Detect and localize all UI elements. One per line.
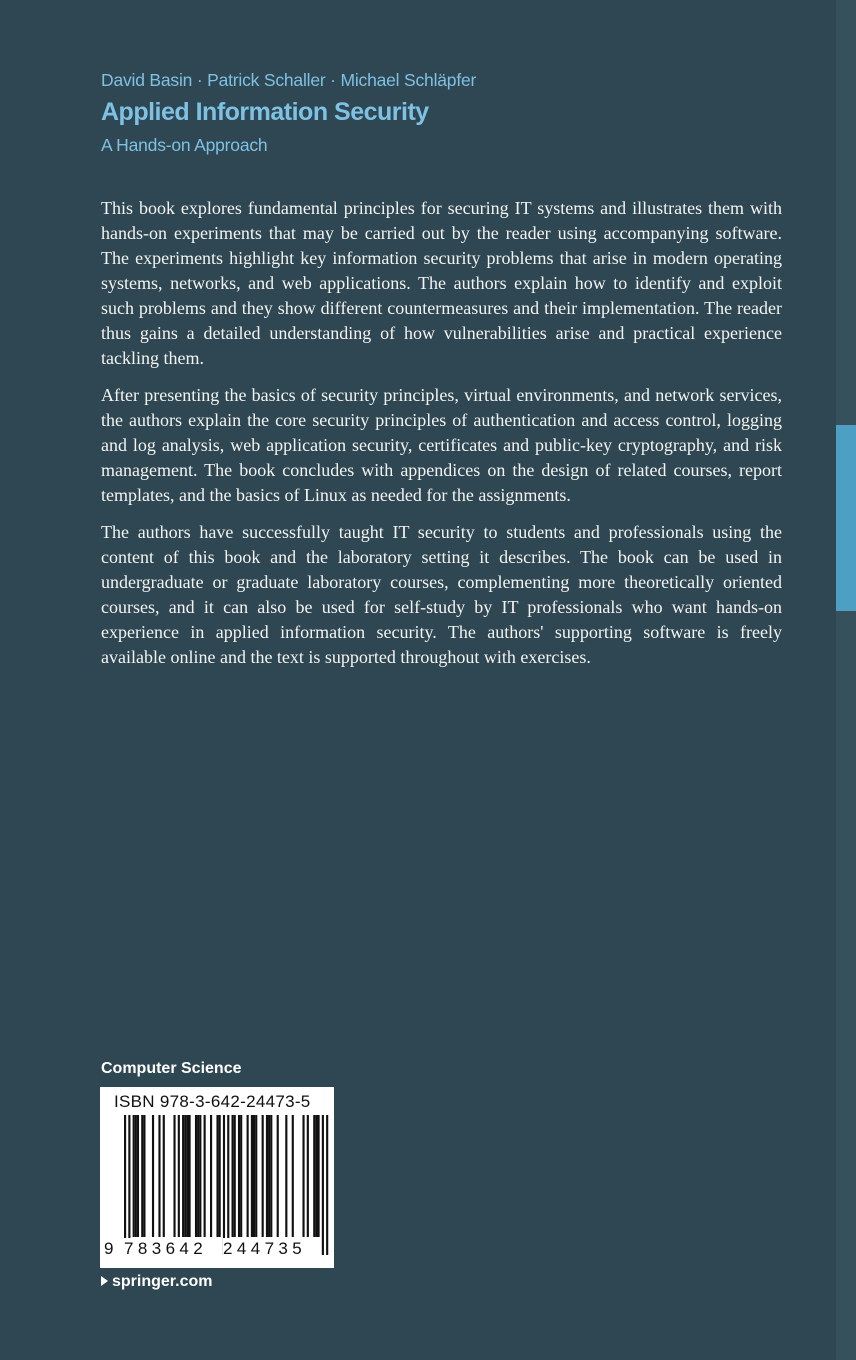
barcode-guard-bar xyxy=(322,1115,324,1255)
barcode-bar xyxy=(135,1115,137,1237)
barcode-digit-lead: 9 xyxy=(104,1239,114,1258)
barcode-bar xyxy=(234,1115,236,1237)
barcode-bar xyxy=(163,1115,165,1237)
barcode-bar xyxy=(178,1115,180,1237)
barcode-bar xyxy=(186,1115,188,1237)
barcode-bar xyxy=(307,1115,309,1237)
barcode-bar xyxy=(189,1115,191,1237)
barcode-bar xyxy=(210,1115,212,1237)
description-paragraph: This book explores fundamental principles for securing IT systems and illustrates them with hands-on experiments that may be carried out by the reader using accompanying software. The experiments highlight key information security problems that arise in modern operating systems, networks, and web applications. The authors explain how to identify and exploit such problems and they show different countermeasures and their implementation. The reader thus gains a detailed understanding of how vulnerabilities arise and practical experience tackling them. xyxy=(101,198,782,368)
description-paragraph: The authors have successfully taught IT security to students and professionals using the content of this book and the laboratory setting it describes. The book can be used in undergraduate or graduate laboratory courses, complementing more theoretically oriented courses, and it can also be used for self-study by IT professionals who want hands-on experience in applied information security. The authors' supporting software is freely available online and the text is supported throughout with exercises. xyxy=(101,522,782,667)
isbn-number: ISBN 978-3-642-24473-5 xyxy=(114,1092,311,1111)
barcode-bar xyxy=(195,1115,197,1237)
authors-line: David Basin · Patrick Schaller · Michael Schläpfer xyxy=(101,70,477,90)
barcode-bar xyxy=(173,1115,175,1237)
barcode-bar xyxy=(216,1115,218,1237)
barcode-guard-bar xyxy=(128,1115,130,1255)
barcode-bar xyxy=(285,1115,287,1237)
barcode-bar xyxy=(137,1115,139,1237)
book-description xyxy=(101,196,782,682)
barcode-bar xyxy=(268,1115,270,1237)
barcode-bar xyxy=(313,1115,315,1237)
barcode-bar xyxy=(197,1115,199,1237)
barcode-bar xyxy=(141,1115,143,1237)
barcode-bar xyxy=(240,1115,242,1237)
barcode-bar xyxy=(182,1115,184,1237)
spine-edge xyxy=(836,0,856,1360)
barcode-digit-group-right: 244735 xyxy=(223,1239,307,1258)
book-subtitle: A Hands-on Approach xyxy=(101,135,268,155)
barcode-bar xyxy=(158,1115,160,1237)
subject-category: Computer Science xyxy=(101,1060,242,1077)
barcode-bar xyxy=(133,1115,135,1237)
barcode-bar xyxy=(143,1115,145,1237)
barcode-bar xyxy=(219,1115,221,1237)
barcode-bar xyxy=(262,1115,264,1237)
barcode-guard-bar xyxy=(326,1115,328,1255)
barcode-bar xyxy=(184,1115,186,1237)
barcode-guard-bar xyxy=(227,1115,229,1255)
barcode-bar xyxy=(302,1115,304,1237)
barcode-bar xyxy=(270,1115,272,1237)
barcode-bar xyxy=(247,1115,249,1237)
arrow-right-icon xyxy=(101,1276,108,1286)
barcode-bar xyxy=(277,1115,279,1237)
barcode-guard-bar xyxy=(223,1115,225,1255)
barcode-bar xyxy=(232,1115,234,1237)
barcode-bar xyxy=(253,1115,255,1237)
barcode-guard-bar xyxy=(124,1115,126,1255)
website-link-text[interactable]: springer.com xyxy=(112,1273,213,1290)
barcode-bar xyxy=(318,1115,320,1237)
barcode-bar xyxy=(266,1115,268,1237)
barcode-bar xyxy=(251,1115,253,1237)
barcode-digit-group-left: 783642 xyxy=(124,1239,208,1258)
description-paragraph: After presenting the basics of security principles, virtual environments, and network services, the authors explain the core security principles of authentication and access control, logging and log analysis, web application security, certificates and public-key cryptography, and risk management. The book concludes with appendices on the design of related courses, report templates, and the basics of Linux as needed for the assignments. xyxy=(101,385,782,505)
publisher-website[interactable] xyxy=(101,1273,212,1291)
isbn-barcode xyxy=(100,1087,334,1268)
barcode-bar xyxy=(152,1115,154,1237)
barcode-bar xyxy=(204,1115,206,1237)
barcode-bar xyxy=(238,1115,240,1237)
barcode-bar xyxy=(292,1115,294,1237)
spine-accent-bar xyxy=(836,425,856,611)
barcode-bar xyxy=(255,1115,257,1237)
barcode-bar xyxy=(315,1115,317,1237)
book-title: Applied Information Security xyxy=(101,98,429,126)
barcode-bar xyxy=(199,1115,201,1237)
